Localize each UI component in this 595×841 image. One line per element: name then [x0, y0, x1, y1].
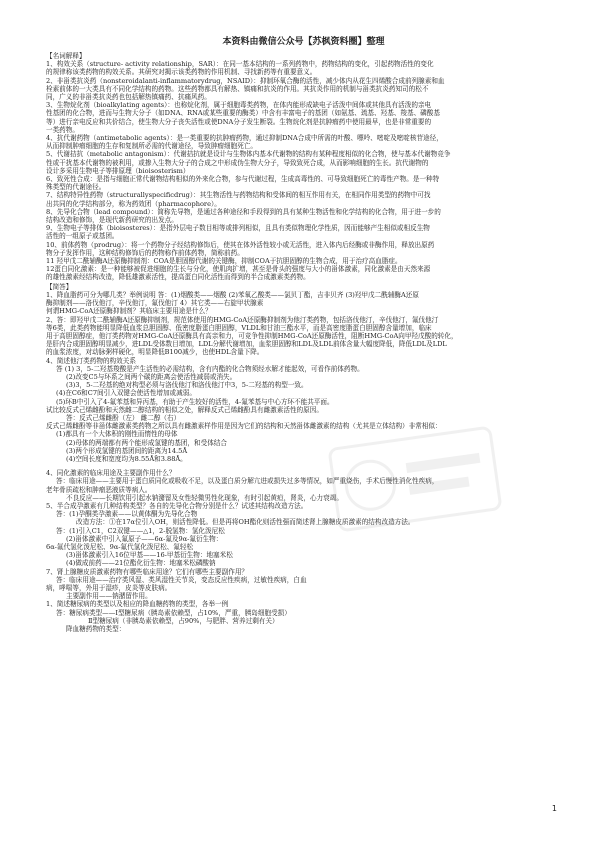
answer-line: 答：(1)引入C1，C2双键——△1，2-脱氢物：氢化泼尼松 [56, 526, 225, 535]
term-line: 结构改造和修饰，是现代新药研究的出发点。 [46, 216, 178, 225]
term-line: 活性的一组原子或基团。 [46, 232, 119, 241]
term-line: 9、生物电子等排体（bioisosteres）：是指外层电子数目相等或排列相似，且具有类似物理化学性质，因而能够产生相似或相反生物 [46, 224, 430, 233]
term-line: 殊类型的代谢途径。 [46, 183, 106, 192]
term-line: 7、结构特异性药物（structurallyspecificdrug）：其生物活性与药物结构和受体间的相互作用有关，在相同作用类型的药物中可找 [46, 191, 431, 200]
answer-line: 酶抑制剂——洛伐他汀，辛伐他汀，氟伐他汀 4）其它类——右旋甲状腺素 [46, 299, 264, 308]
answer-line: 何谓HMG-CoA还原酶抑制剂？其临床主要用途是什么？ [46, 307, 212, 316]
answer-line: 1、降血脂药可分为哪几类？举例说明 答：(1)烟酸类——烟酸 (2)苯氧乙酸类——氯贝丁酯，吉非贝齐 (3)羟甲戊二酰辅酶A还原 [46, 290, 419, 299]
answer-line: 改造方法：①在17α位引入OH，则活性降低。但是再将OH酯化则活性强而简述肾上腺糖皮质激素的结构改造方法。 [76, 518, 415, 527]
term-line: 2、非甾类抗炎药（nonsteroidalanti-inflammatorydrug，NSAID）：抑制环氧合酶的活性，减少体内从花生四烯酸合成前列腺素和血 [46, 76, 445, 85]
answer-line: 4、同化激素的临床用途及主要副作用什么？ [46, 469, 176, 478]
answer-line: 是肝内合成胆固醇明显减少，进LDL受体数目增加，LDL分解代谢增加，血浆胆固醇和LDL及LDL前体含量大幅度降低，降低LDL及LDL [46, 340, 447, 349]
answer-line: 答 (1) 3，5-二羟基羧酸是产生活性的必需结构，含有内酯的化合物须经水解才能起效，可看作前体药物。 [56, 364, 364, 373]
answer-line: (2)甾体激素中引入氟原子——6α-氟及9α-氟衍生物： [66, 534, 223, 543]
answer-line: (1)都具有一个大体积的刚性而惰性的母体 [56, 430, 178, 439]
answer-line: (4)空间长度和宽度均为8.55Å和3.88Å。 [66, 454, 187, 463]
page-header: 本资料由微信公众号【苏枫资料圈】整理 [222, 37, 385, 47]
answer-line: 5、半合成孕激素有几种结构类型？各自的先导化合物分别是什么？试述其结构改造方法。 [46, 501, 308, 510]
answer-line: 老年骨质疏松和肿瘤恶液质等病人。 [46, 485, 152, 494]
answer-line: (3)两个形成氢键的基团间的距离为14.5Å [66, 446, 188, 455]
answer-line: 2、答：即羟甲戊二酰辅酶A还原酶抑制剂，规范体使用的HMG-CoA还原酶抑制剂为他汀类药物，包括洛伐他汀，辛伐他汀，氟伐他汀 [46, 315, 439, 324]
term-line: 从而抑制肿瘤细胞的生存和复制所必需的代谢途径，导致肿瘤细胞死亡。 [46, 142, 257, 151]
answer-line: 答：临床用途——主要用于蛋白质同化或吸收不足，以及蛋白质分解亢进或损失过多等情况，如严重烧伤，手术后慢性消化性疾病， [56, 477, 439, 486]
answer-line: 7、肾上腺糖皮质激素药物有哪些临床用途？它们有哪些主要副作用？ [46, 567, 249, 576]
term-line: 的雄性激素经结构改造，降低雄激素活性，提高蛋白同化活性而得到的半合成激素类药物。 [46, 273, 310, 282]
term-line: 性或干扰基本代谢物的被利用，或掺入生物大分子的合成之中形成伪生物大分子，导致致死合成，从而影响细胞的生长。抗代谢物的 [46, 158, 429, 167]
answer-line: 1、简述糖尿病的类型以及相应的降血糖药物的类型，各举一例 [46, 600, 229, 609]
answer-line: (3)3，5-二羟基的绝对构型必须与洛伐他汀和洛伐他汀中3，5-二羟基的构型一致。 [66, 381, 308, 390]
terms-list [46, 60, 561, 281]
term-line: 10、前体药物（prodrug）：将一个药物分子经结构修饰后，使其在体外活性较小或无活性，进入体内后经酶或非酶作用，释放出原药 [46, 240, 435, 249]
term-line: 3、生物烷化剂（bioalkylating agents）：也称烷化剂，属于细胞毒类药物，在体内能形成缺电子活泼中间体或其他具有活泼的亲电 [46, 101, 432, 110]
answer-line: 用于高胆固醇症，他汀类药物对HMG-CoA还原酶具有高亲和力，可竞争性抑制HMG-CoA还原酶活性，阻断HMG-CoA向甲羟戊酸的转化， [46, 331, 458, 340]
term-line: 6、致死性合成：是指与细胞正常代谢物结构相似的外来化合物，参与代谢过程，生成高毒性的、可导致细胞死亡的毒性产物。是一种特 [46, 175, 440, 184]
answer-line: 等6类，此类药物能明显降低血浆总胆固醇、低密度脂蛋白胆固醇，VLDL和甘油三酯水平，而是高密度脂蛋白胆固醇含量增加，临床 [46, 323, 432, 332]
answer-line: 答：临床用途——治疗类风湿、类风湿性关节炎，变态反应性疾病，过敏性疾病，白血 [56, 575, 307, 584]
page-number: 1 [551, 803, 557, 813]
answer-line: (3)甾体激素引入16位甲基——16-甲基衍生物：地塞米松 [66, 551, 233, 560]
term-line: 一类药物。 [46, 125, 79, 134]
term-line: 出共同的化学结构部分，称为药效团（pharmacophore）。 [46, 199, 221, 208]
term-line: 4、抗代谢药物（antimetabolic agents）：是一类重要的抗肿瘤药物，通过抑制DNA合成中所需的叶酸、嘌呤、嘧啶及嘧啶核苷途径， [46, 134, 443, 143]
section-heading-short-answers: 【简答】 [46, 282, 73, 291]
term-line: 的规律称该类药物的构效关系。其研究对揭示该类药物的作用机制、寻找新药等有重要意义。 [46, 68, 317, 77]
answer-line: 答：糖尿病类型——Ⅰ型糖尿病（胰岛素依赖型，占10%，严重，胰岛细胞受损） [56, 608, 291, 617]
document-page [46, 36, 561, 633]
term-line: 性基团的化合物，进而与生物大分子（如DNA、RNA或某些重要的酶类）中含有丰富电子的基团（如氨基、巯基、羟基、羧基、磷酸基 [46, 109, 440, 118]
answer-line: 答：反式己烯雌酚（左） 雌二醇（右） [66, 413, 181, 422]
answer-line: 答：(1)孕酮类孕激素——以黄体酮为先导化合物 [56, 510, 198, 519]
answer-line: 的血浆浓度，对动脉粥样硬化，明显降低B100减少，也使HDL含量下降。 [46, 348, 264, 357]
answer-line: 降血糖药物的类型： [66, 625, 126, 634]
answer-line: 4、简述他汀类药物的构效关系 [46, 356, 136, 365]
term-line: 1、构效关系（structure- activity relationship，SAR）：在同一基本结构的一系列药物中，药物结构的变化，引起药物活性的变化 [46, 60, 434, 69]
term-line: 5、代谢拮抗（metabolic antagonism）：代谢拮抗就是设计与生物体内基本代谢物的结构有某种程度相似的化合物，使与基本代谢物竞争 [46, 150, 451, 159]
answer-line: (4)在C6和C7间引入双键会使活性增加或减弱。 [56, 389, 196, 398]
answer-line: 主要副作用——钠潴留作用。 [66, 592, 152, 601]
answer-line: 病，哮喘等，外用于湿疹，皮炎等皮肤病。 [46, 584, 172, 592]
term-line: 等）进行亲电反应和共价结合，使生物大分子丧失活性或使DNA分子发生断裂。生物烷化剂是抗肿瘤药中使用最早，也是非常重要的 [46, 117, 432, 126]
term-line: 栓素前体的一大类具有不同化学结构的药物。这些药物都具有解热、镇痛和抗炎的作用。其抗炎作用的机制与甾类抗炎药知司的松不 [46, 84, 429, 93]
term-line: 设计多采用生物电子等排原理（bioisosterism） [46, 166, 190, 175]
term-line: 12蛋白同化激素：是一种能够被促进细胞的生长与分化，使肌肉扩增，甚至是骨头的强度与大小的甾体激素，同化激素是由天然来源 [46, 265, 431, 274]
term-line: 11 羟甲戊二酰辅酶A还原酶抑制剂：COA是胆固醇代谢的关键酶，抑制COA于抗胆固醇的生物合成，用于治疗高血脂症。 [46, 257, 402, 266]
term-line: 同，广义的非甾类抗炎药也包括解热镇痛药、抗痛风药。 [46, 93, 211, 102]
answer-line: 试比较反式己烯雌酚和天然雌二醇结构的相似之处，解释反式己烯雌酚具有雌激素活性的原因。 [46, 405, 323, 414]
answer-line: (4)做成前药——21位酯化衍生物：地塞米松磷酸钠 [66, 559, 216, 568]
answer-line: 不良反应——长期饮用引起水钠潴留及女性轻微男性化现象，有时引起黄疸，肾炎，心力衰竭。 [66, 493, 343, 502]
answer-line: Ⅱ型糖尿病（非胰岛素依赖型，占90%，与肥胖、营养过剩有关） [88, 616, 279, 625]
answer-line: 6α-氟代氢化泼尼松、9α-氟代氢化泼尼松、氟轻松 [46, 542, 194, 551]
term-line: 物分子发挥作用，这种结构修饰后的药物称作前体药物，简称前药。 [46, 248, 244, 257]
answer-line: (2)母体的两端都有两个能形成氢键的基团，和受体结合 [66, 438, 227, 447]
term-line: 8、先导化合物（lead compound）：简称先导物，是通过各种途径和手段得到的具有某种生物活性和化学结构的化合物，用于进一步的 [46, 207, 441, 216]
answer-line: (5)环B中引入了4-氟苯基和异丙基，有助于产生较好的活性，4-氟苯基与中心方环不能共平面。 [56, 397, 334, 406]
answer-line: 反式己烯雌酚等非甾体雌激素类药物之所以具有雌激素样作用是因为它们的结构和天然甾体雌激素的结构（尤其是立体结构）非常相似： [46, 422, 442, 431]
answer-line: (2)改变C5与环系之间两个碳的距离会使活性减弱或消失。 [66, 372, 237, 381]
section-heading-terms: 【名词解释】 [46, 52, 86, 60]
